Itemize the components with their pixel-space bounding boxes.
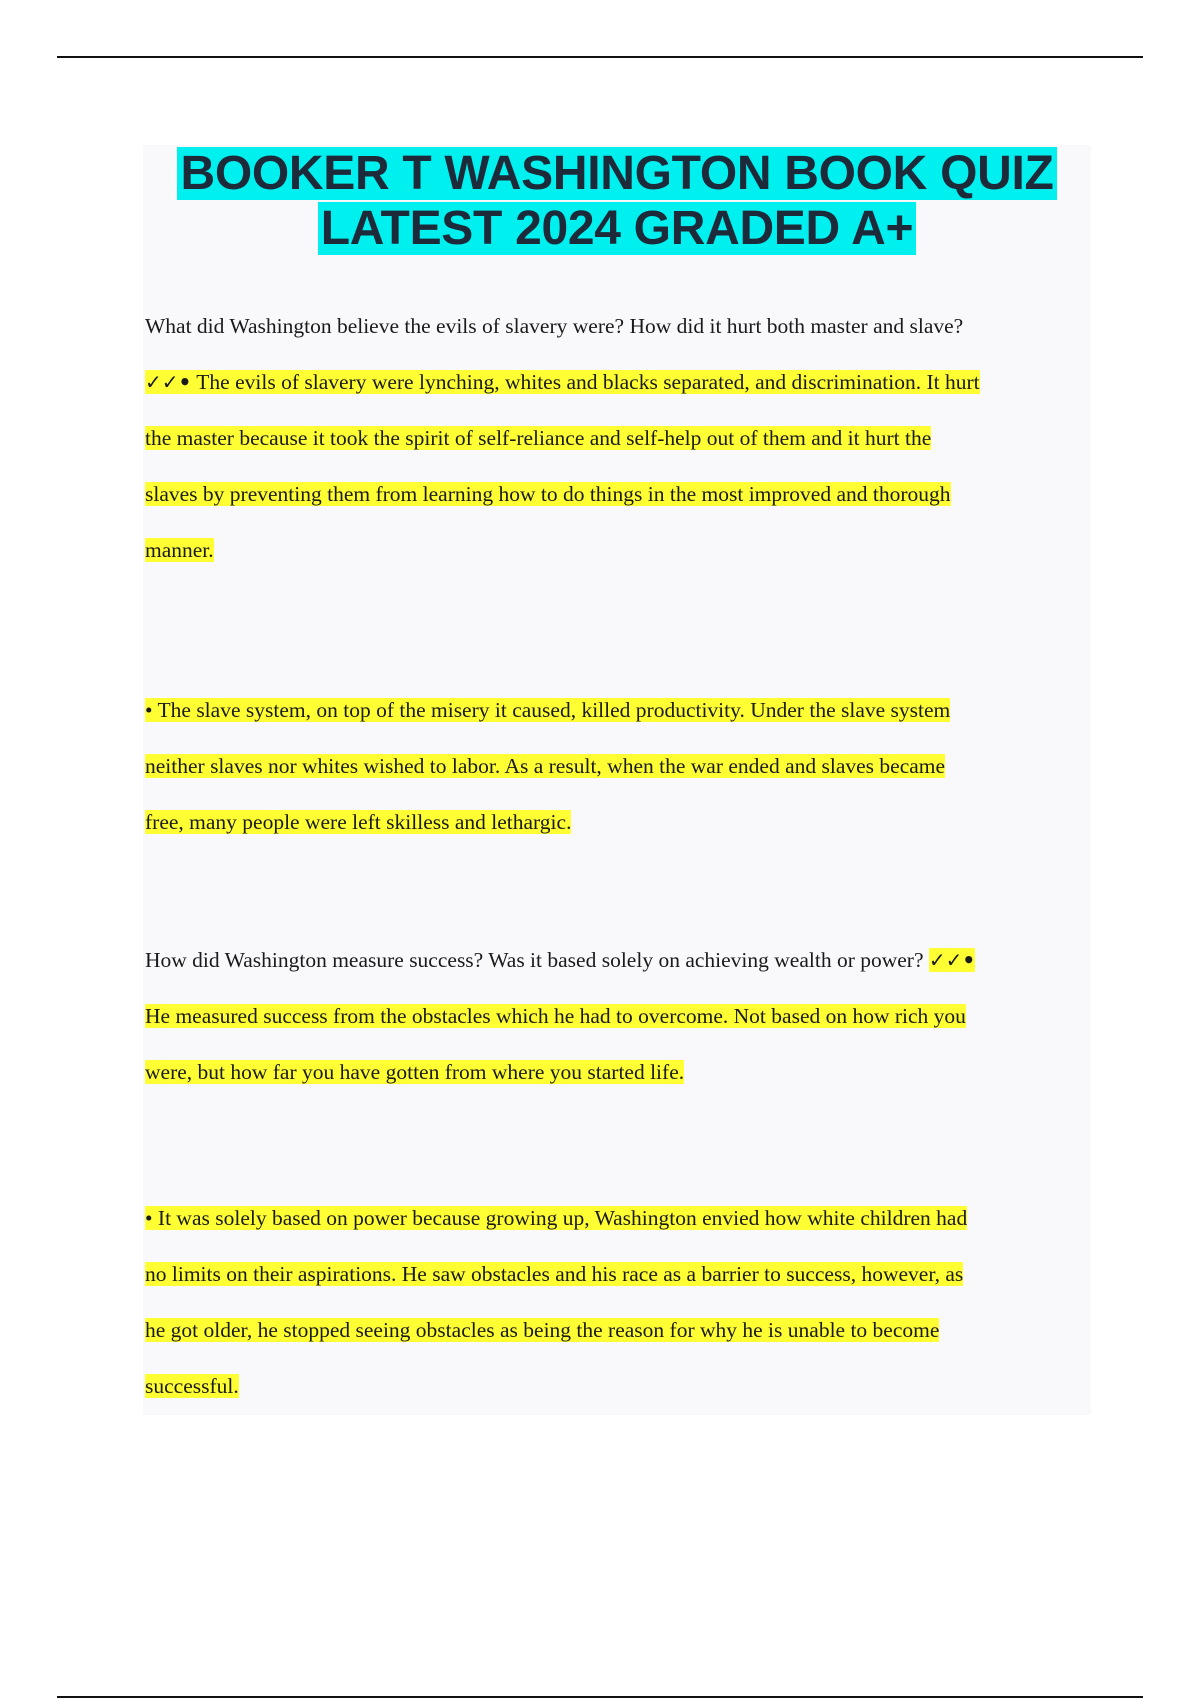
bottom-rule: [57, 1696, 1143, 1698]
answer-1-1: [145, 354, 1085, 578]
checkmark-icon: ✓✓•: [145, 370, 192, 394]
answer-line: free, many people were left skilless and lethargic.: [145, 810, 572, 834]
answer-line: he got older, he stopped seeing obstacles as being the reason for why he is unable to become: [145, 1318, 940, 1342]
answer-line: manner.: [145, 538, 214, 562]
answer-line: slaves by preventing them from learning how to do things in the most improved and thorough: [145, 482, 951, 506]
title-line-2: LATEST 2024 GRADED A+: [318, 202, 917, 255]
answer-line: The slave system, on top of the misery it caused, killed productivity. Under the slave system: [152, 698, 951, 722]
answer-line: neither slaves nor whites wished to labor. As a result, when the war ended and slaves became: [145, 754, 946, 778]
answer-line: no limits on their aspirations. He saw obstacles and his race as a barrier to success, however, as: [145, 1262, 964, 1286]
top-rule: [57, 56, 1143, 58]
answer-line: He measured success from the obstacles which he had to overcome. Not based on how rich you: [145, 1004, 966, 1028]
answer-line: successful.: [145, 1374, 239, 1398]
answer-1-2: [145, 682, 1085, 850]
answer-line: the master because it took the spirit of self-reliance and self-help out of them and it hurt the: [145, 426, 932, 450]
question-2: [145, 932, 1085, 1100]
question-1: What did Washington believe the evils of slavery were? How did it hurt both master and slave?: [145, 314, 964, 338]
title-line-1: BOOKER T WASHINGTON BOOK QUIZ: [177, 147, 1056, 200]
bullet-icon: •: [145, 1206, 153, 1230]
checkmark-icon: ✓✓•: [928, 948, 976, 972]
question-text: How did Washington measure success? Was it based solely on achieving wealth or power?: [145, 948, 929, 972]
bullet-icon: •: [145, 698, 153, 722]
document-title: [143, 146, 1091, 256]
answer-2-2: [145, 1190, 1085, 1414]
answer-line: were, but how far you have gotten from where you started life.: [145, 1060, 685, 1084]
answer-line: The evils of slavery were lynching, whites and blacks separated, and discrimination. It hurt: [191, 370, 980, 394]
answer-line: It was solely based on power because growing up, Washington envied how white children had: [152, 1206, 968, 1230]
